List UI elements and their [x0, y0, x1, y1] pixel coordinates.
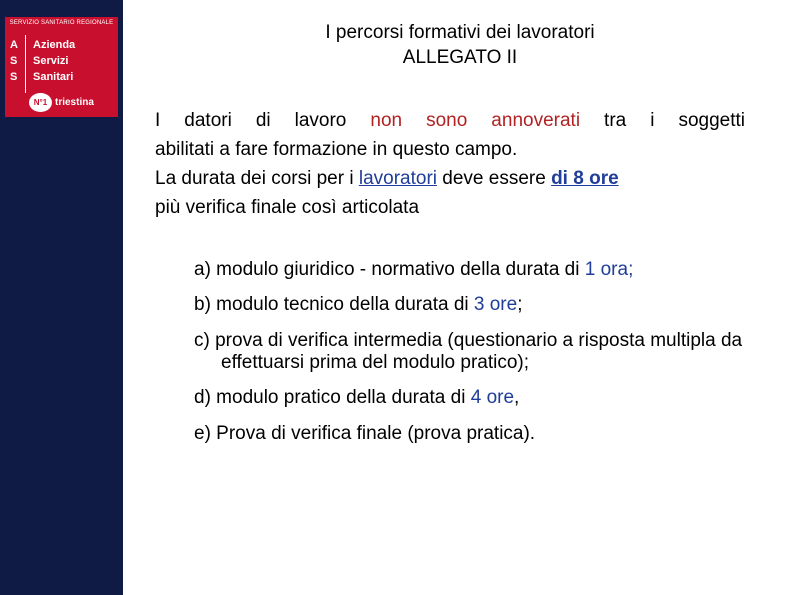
title-line-2: ALLEGATO II — [402, 47, 518, 68]
item-text: c) prova di verifica intermedia (questionario a risposta multipla da effettuarsi prima del modulo pratico); — [194, 330, 743, 373]
module-list — [194, 259, 754, 458]
ass-logo — [5, 17, 118, 117]
list-item — [194, 294, 754, 316]
logo-divider — [25, 35, 26, 93]
list-item — [194, 259, 731, 281]
item-text: a) modulo giuridico - normativo della durata di — [194, 259, 585, 280]
logo-letters — [10, 37, 22, 85]
logo-letter: A — [10, 39, 18, 51]
item-duration: 4 ore — [470, 387, 515, 408]
item-text: b) modulo tecnico della durata di — [194, 294, 474, 315]
logo-name — [33, 37, 75, 85]
logo-letter: S — [10, 55, 18, 67]
highlight-not-included: non sono annoverati — [370, 110, 581, 131]
logo-name-line: Azienda — [33, 39, 76, 51]
intro-text: I datori di lavoro — [155, 110, 371, 131]
list-item — [194, 330, 761, 374]
list-item — [194, 423, 754, 445]
intro-text: La durata dei corsi per i — [155, 168, 359, 189]
item-text: , — [514, 387, 520, 408]
workers-link[interactable]: lavoratori — [358, 168, 437, 189]
logo-top-text: SERVIZIO SANITARIO REGIONALE — [9, 20, 114, 26]
logo-name-line: Servizi — [33, 55, 69, 67]
item-text: d) modulo pratico della durata di — [194, 387, 471, 408]
intro-line-3 — [155, 164, 745, 193]
hours-link[interactable]: di 8 ore — [551, 168, 619, 189]
intro-line-2: abilitati a fare formazione in questo campo. — [155, 139, 518, 160]
logo-name-line: Sanitari — [33, 71, 74, 83]
sidebar — [0, 0, 123, 595]
title-line-1: I percorsi formativi dei lavoratori — [325, 22, 595, 43]
intro-text: tra i soggetti — [580, 110, 746, 131]
item-text: ; — [517, 294, 523, 315]
intro-text: deve essere — [437, 168, 552, 189]
intro-paragraph — [155, 106, 745, 222]
logo-badge: N°1 — [29, 93, 52, 112]
logo-letter: S — [10, 71, 18, 83]
intro-line-1 — [155, 106, 745, 135]
item-duration: 1 ora; — [584, 259, 634, 280]
logo-city: triestina — [55, 97, 94, 108]
item-text: e) Prova di verifica finale (prova pratica). — [194, 423, 536, 444]
intro-line-4: più verifica finale così articolata — [155, 197, 420, 218]
item-duration: 3 ore — [473, 294, 518, 315]
slide-title — [260, 20, 660, 70]
list-item — [194, 387, 754, 409]
